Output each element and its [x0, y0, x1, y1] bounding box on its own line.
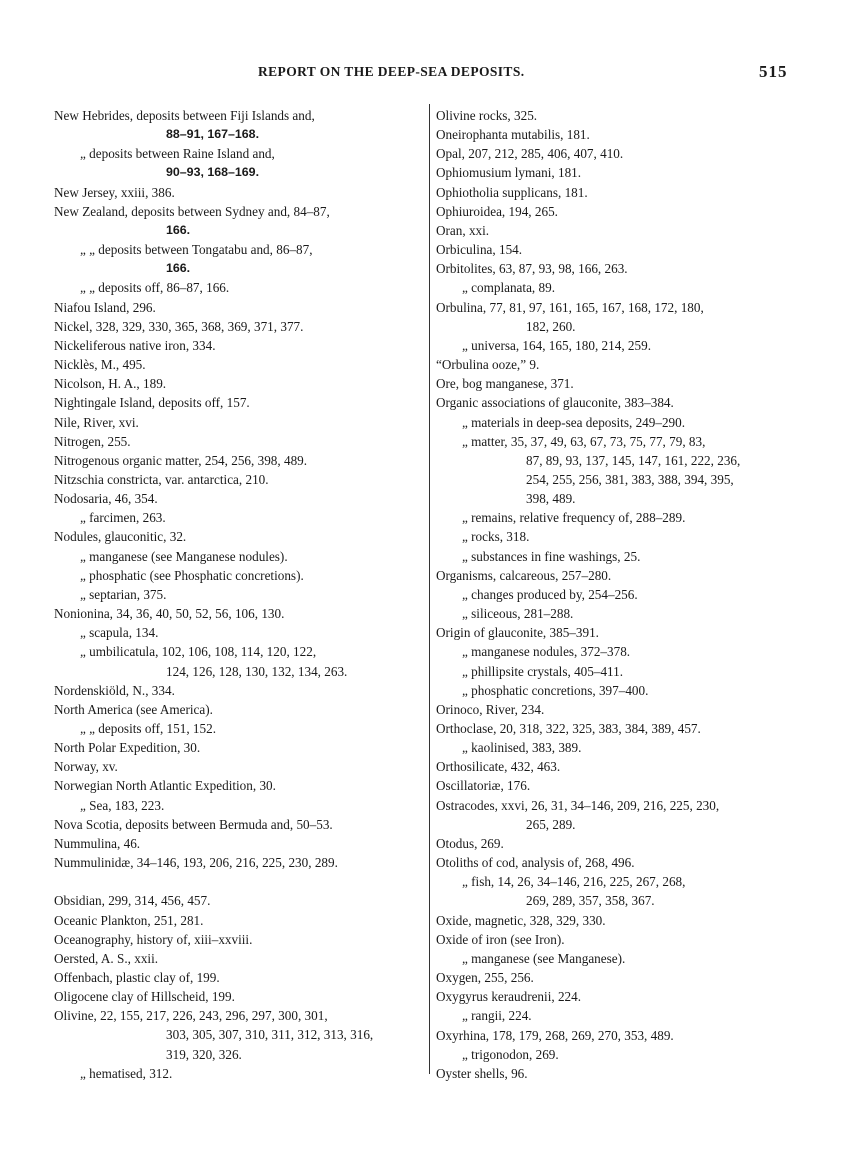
- index-subentry: „ materials in deep-sea deposits, 249–290.: [462, 414, 686, 430]
- index-column-right: [436, 106, 798, 1083]
- index-entry: Oligocene clay of Hillscheid, 199.: [54, 989, 235, 1005]
- index-subentry: „ septarian, 375.: [80, 586, 167, 602]
- index-entry: Oscillatoriæ, 176.: [436, 778, 531, 794]
- index-entry: North Polar Expedition, 30.: [54, 740, 201, 756]
- index-entry: Oxyrhina, 178, 179, 268, 269, 270, 353, 489.: [436, 1027, 674, 1043]
- index-entry: Norway, xv.: [54, 759, 118, 775]
- index-subentry: „ kaolinised, 383, 389.: [462, 740, 582, 756]
- index-subentry: „ umbilicatula, 102, 106, 108, 114, 120, 122,: [80, 644, 317, 660]
- index-entry: Oxide of iron (see Iron).: [436, 931, 565, 947]
- index-entry: Nitzschia constricta, var. antarctica, 210.: [54, 471, 269, 487]
- page-header: [0, 64, 850, 84]
- index-entry: Nicklès, M., 495.: [54, 357, 146, 373]
- index-entry: New Zealand, deposits between Sydney and, 84–87,: [54, 203, 330, 219]
- index-entry-continuation: 254, 255, 256, 381, 383, 388, 394, 395,: [526, 471, 734, 487]
- index-entry: Oneirophanta mutabilis, 181.: [436, 127, 590, 143]
- index-entry-continuation: 87, 89, 93, 137, 145, 147, 161, 222, 236,: [526, 452, 741, 468]
- index-subentry: „ farcimen, 263.: [80, 510, 166, 526]
- index-entry-continuation: 166.: [166, 261, 191, 276]
- index-entry-continuation: 319, 320, 326.: [166, 1046, 242, 1062]
- index-subentry: „ manganese nodules, 372–378.: [462, 644, 631, 660]
- index-entry: Nodules, glauconitic, 32.: [54, 529, 187, 545]
- index-entry: Ophiotholia supplicans, 181.: [436, 184, 588, 200]
- index-entry: Nicolson, H. A., 189.: [54, 376, 167, 392]
- index-entry: Nummulinidæ, 34–146, 193, 206, 216, 225, 230, 289.: [54, 855, 338, 871]
- index-entry: Ore, bog manganese, 371.: [436, 376, 574, 392]
- index-subentry: „ siliceous, 281–288.: [462, 606, 574, 622]
- index-entry: Offenbach, plastic clay of, 199.: [54, 970, 220, 986]
- index-entry: Orbulina, 77, 81, 97, 161, 165, 167, 168, 172, 180,: [436, 299, 704, 315]
- index-entry: Nitrogen, 255.: [54, 433, 131, 449]
- index-subentry: „ phosphatic (see Phosphatic concretions).: [80, 567, 304, 583]
- index-subentry: „ trigonodon, 269.: [462, 1046, 559, 1062]
- index-entry: Oxygen, 255, 256.: [436, 970, 534, 986]
- index-entry: Olivine, 22, 155, 217, 226, 243, 296, 297, 300, 301,: [54, 1008, 328, 1024]
- index-entry: Norwegian North Atlantic Expedition, 30.: [54, 778, 276, 794]
- index-entry: Nile, River, xvi.: [54, 414, 139, 430]
- index-entry: Obsidian, 299, 314, 456, 457.: [54, 893, 211, 909]
- index-entry-continuation: 88–91, 167–168.: [166, 127, 260, 142]
- index-subentry: „ manganese (see Manganese nodules).: [80, 548, 288, 564]
- index-entry-continuation: 182, 260.: [526, 318, 576, 334]
- index-subentry: „ scapula, 134.: [80, 625, 159, 641]
- page-number: 515: [759, 62, 788, 81]
- index-entry: Origin of glauconite, 385–391.: [436, 625, 599, 641]
- index-entry: Orthoclase, 20, 318, 322, 325, 383, 384, 389, 457.: [436, 721, 701, 736]
- index-subentry: „ Sea, 183, 223.: [80, 797, 165, 813]
- index-entry-continuation: 265, 289.: [526, 816, 576, 832]
- index-entry-continuation: 269, 289, 357, 358, 367.: [526, 893, 655, 909]
- column-divider: [429, 104, 430, 1074]
- index-subentry: „ substances in fine washings, 25.: [462, 548, 641, 564]
- index-subentry: „ hematised, 312.: [80, 1065, 173, 1081]
- index-subentry: „ „ deposits between Tongatabu and, 86–87,: [80, 242, 313, 258]
- index-entry: Oceanography, history of, xiii–xxviii.: [54, 931, 253, 947]
- index-entry-continuation: 303, 305, 307, 310, 311, 312, 313, 316,: [166, 1027, 374, 1043]
- index-entry-continuation: 166.: [166, 222, 191, 237]
- index-subentry: „ remains, relative frequency of, 288–289.: [462, 510, 686, 526]
- index-entry: Nickeliferous native iron, 334.: [54, 337, 216, 353]
- index-entry-continuation: 398, 489.: [526, 491, 576, 507]
- index-subentry: „ rangii, 224.: [462, 1008, 532, 1024]
- index-subentry: „ rocks, 318.: [462, 529, 530, 545]
- index-entry: Orinoco, River, 234.: [436, 701, 545, 717]
- index-entry: Orthosilicate, 432, 463.: [436, 759, 561, 775]
- index-entry: Nickel, 328, 329, 330, 365, 368, 369, 371, 377.: [54, 318, 304, 334]
- index-entry: Nitrogenous organic matter, 254, 256, 398, 489.: [54, 452, 308, 468]
- running-title: REPORT ON THE DEEP-SEA DEPOSITS.: [258, 64, 525, 79]
- index-entry: Oersted, A. S., xxii.: [54, 950, 159, 966]
- index-entry: Oceanic Plankton, 251, 281.: [54, 912, 204, 928]
- index-subentry: „ „ deposits off, 151, 152.: [80, 721, 217, 736]
- index-entry: Nova Scotia, deposits between Bermuda and, 50–53.: [54, 816, 333, 832]
- index-entry: Oxygyrus keraudrenii, 224.: [436, 989, 582, 1005]
- index-column-left: [54, 106, 424, 1083]
- index-entry: Nightingale Island, deposits off, 157.: [54, 395, 250, 411]
- index-subentry: „ universa, 164, 165, 180, 214, 259.: [462, 337, 651, 353]
- index-entry: Opal, 207, 212, 285, 406, 407, 410.: [436, 146, 624, 162]
- index-entry: Organic associations of glauconite, 383–384.: [436, 395, 674, 411]
- index-entry: Orbitolites, 63, 87, 93, 98, 166, 263.: [436, 261, 628, 277]
- index-entry: “Orbulina ooze,” 9.: [436, 357, 540, 373]
- index-entry: Ophiomusium lymani, 181.: [436, 165, 582, 181]
- index-subentry: „ deposits between Raine Island and,: [80, 146, 275, 162]
- index-entry: Ostracodes, xxvi, 26, 31, 34–146, 209, 216, 225, 230,: [436, 797, 720, 813]
- index-entry: Oyster shells, 96.: [436, 1065, 528, 1081]
- index-entry-continuation: 90–93, 168–169.: [166, 165, 260, 180]
- index-subentry: „ phillipsite crystals, 405–411.: [462, 663, 624, 679]
- index-entry: Niafou Island, 296.: [54, 299, 156, 315]
- section-gap: [54, 872, 424, 891]
- index-subentry: „ changes produced by, 254–256.: [462, 586, 638, 602]
- index-entry: Nordenskiöld, N., 334.: [54, 682, 175, 698]
- index-subentry: „ matter, 35, 37, 49, 63, 67, 73, 75, 77, 79, 83,: [462, 433, 706, 449]
- index-entry: Oxide, magnetic, 328, 329, 330.: [436, 912, 606, 928]
- index-subentry: „ fish, 14, 26, 34–146, 216, 225, 267, 268,: [462, 874, 686, 890]
- index-entry: North America (see America).: [54, 701, 213, 717]
- index-entry: Orbiculina, 154.: [436, 242, 523, 258]
- index-entry: Oran, xxi.: [436, 222, 490, 238]
- index-subentry: „ „ deposits off, 86–87, 166.: [80, 280, 230, 296]
- index-entry: Organisms, calcareous, 257–280.: [436, 567, 612, 583]
- index-entry: Ophiuroidea, 194, 265.: [436, 203, 558, 219]
- index-subentry: „ complanata, 89.: [462, 280, 556, 296]
- index-subentry: „ manganese (see Manganese).: [462, 950, 626, 966]
- index-entry: Nodosaria, 46, 354.: [54, 491, 158, 507]
- index-entry-continuation: 124, 126, 128, 130, 132, 134, 263.: [166, 663, 348, 679]
- index-entry: Olivine rocks, 325.: [436, 108, 538, 123]
- index-subentry: „ phosphatic concretions, 397–400.: [462, 682, 649, 698]
- index-entry: New Hebrides, deposits between Fiji Islands and,: [54, 108, 315, 123]
- index-entry: Otodus, 269.: [436, 835, 504, 851]
- index-entry: Nummulina, 46.: [54, 835, 141, 851]
- index-entry: New Jersey, xxiii, 386.: [54, 184, 175, 200]
- index-entry: Otoliths of cod, analysis of, 268, 496.: [436, 855, 635, 871]
- index-entry: Nonionina, 34, 36, 40, 50, 52, 56, 106, 130.: [54, 606, 285, 622]
